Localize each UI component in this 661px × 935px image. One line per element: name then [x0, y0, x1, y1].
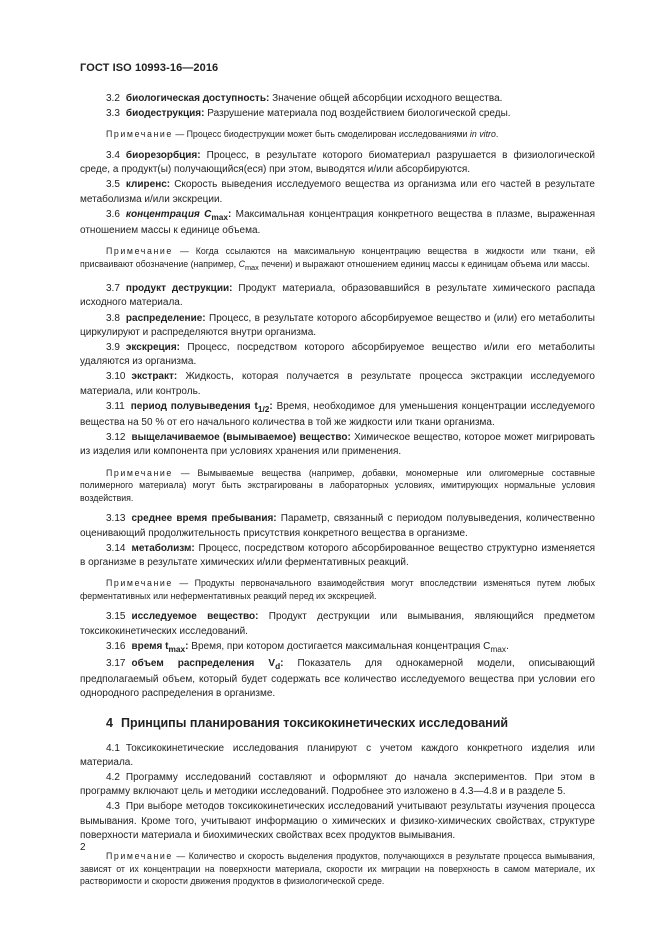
section-number: 4 — [106, 715, 113, 730]
section-heading — [80, 716, 595, 730]
note-italic: in vitro — [469, 129, 496, 140]
term: продукт деструкции: — [125, 283, 233, 295]
item-3-13 — [80, 512, 595, 540]
term-end: : — [280, 657, 284, 669]
note-text: — Когда ссылаются на максимальную концентрацию вещества в жидкости или ткани, ей присваивают обозначение (например, — [80, 246, 595, 269]
item-3-7 — [80, 282, 595, 310]
item-number: 3.14 — [106, 542, 126, 554]
item-number: 3.10 — [106, 371, 126, 383]
definition: Время, необходимое для уменьшения концентрации исследуемого вещества на 50 % от его начального количества в той же жидкости или ткани организма. — [80, 400, 595, 428]
item-number: 3.16 — [106, 640, 126, 652]
term-subscript: max — [168, 643, 186, 654]
item-3-10 — [80, 370, 595, 398]
item-3-6 — [80, 208, 595, 238]
term-end: : — [185, 640, 189, 652]
definition: Продукт материала, образовавшийся в результате химического распада исходного материала. — [80, 283, 596, 309]
paragraph-text: Программу исследований составляют и оформляют до начала экспериментов. При этом в программу включают цель и методики исследований. Подробнее это изложено в 4.3—4.8 и в разделе 5. — [80, 772, 595, 798]
item-number: 3.7 — [106, 283, 120, 295]
definition-subscript: max — [490, 643, 507, 654]
note-text: печени) и выражают отношением единиц массы к единицам объема или массы. — [258, 258, 590, 269]
item-3-11 — [80, 400, 595, 430]
item-number: 3.9 — [106, 341, 120, 353]
note-subscript: max — [244, 262, 259, 272]
item-4-1 — [80, 742, 595, 770]
item-number: 3.2 — [106, 93, 120, 104]
term: биодеструкция: — [125, 108, 205, 120]
term: биологическая доступность: — [125, 93, 270, 104]
definition: Процесс, посредством которого абсорбируемое вещество и/или его метаболиты удаляются из организма. — [80, 341, 595, 368]
definition: Химическое вещество, которое может мигрировать из изделия или компонента при условиях хранения или применения. — [80, 432, 595, 458]
page-number: 2 — [80, 842, 86, 853]
definition: Скорость выведения исследуемого вещества из организма или его частей в результате метаболизма и/или экскреции. — [80, 179, 595, 205]
item-number: 3.8 — [106, 312, 120, 324]
definition: Продукт деструкции или вымывания, являющийся предметом токсикокинетических исследований. — [80, 611, 595, 637]
note-end: . — [495, 129, 499, 140]
definition: Значение общей абсорбции исходного вещества. — [269, 93, 503, 104]
note-text: — Вымываемые вещества (например, добавки, мономерные или олигомерные составные полимерного материала) могут быть экстрагированы в лабораторных условиях, имитирующих нормальные условия воздействия. — [80, 467, 595, 503]
note-4-3 — [80, 850, 595, 888]
item-3-12 — [80, 431, 595, 459]
term: распределение: — [125, 312, 206, 324]
term-subscript: d — [275, 660, 281, 671]
item-number: 4.1 — [106, 742, 120, 754]
definition: Максимальная концентрация конкретного вещества в плазме, выраженная отношением массы к единице объема. — [80, 208, 595, 237]
term: биорезорбция: — [125, 150, 201, 161]
term: период полувыведения t — [130, 400, 258, 412]
item-3-8 — [80, 312, 595, 340]
term-subscript: max — [211, 211, 229, 222]
item-3-15 — [80, 610, 595, 638]
term: выщелачиваемое (вымываемое) вещество: — [131, 432, 351, 444]
definition: Процесс, в результате которого биоматериал разрушается в физиологической среде, а продукт(ы) получающийся(еся) при этом, выводятся и/или абсорбируются. — [80, 150, 595, 176]
term-end: : — [228, 208, 232, 220]
note-text: — Продукты первоначального взаимодействия могут впоследствии изменяться путем любых ферментативных или неферментативных реакций перед их экскрецией. — [80, 578, 595, 601]
note-text: — Количество и скорость выделения продуктов, получающихся в результате процесса вымывания, зависят от их концентрации на поверхности материала, скорости их миграции на поверхность в самом материале, их растворимости и скорости движения продуктов в физиологической среде. — [80, 851, 595, 887]
term: экстракт: — [131, 371, 178, 383]
item-number: 3.6 — [106, 208, 120, 220]
term: среднее время пребывания: — [131, 513, 277, 525]
definition: Процесс, в результате которого абсорбируемое вещество и (или) его метаболиты циркулируют и распределяются внутри организма. — [80, 312, 595, 338]
paragraph-text: Токсикокинетические исследования планируют с учетом каждого конкретного изделия или материала. — [80, 742, 595, 768]
item-number: 3.3 — [106, 108, 120, 120]
note-label: Примечание — [106, 246, 173, 257]
note-3-12 — [80, 467, 595, 505]
item-number: 4.2 — [106, 772, 120, 783]
term: объем распределения V — [131, 657, 276, 669]
item-number: 3.13 — [106, 513, 126, 525]
item-3-16 — [80, 640, 595, 656]
note-label: Примечание — [106, 129, 173, 140]
term: клиренс: — [125, 179, 171, 191]
item-4-3 — [80, 800, 595, 843]
definition: Жидкость, которая получается в результате процесса экстракции исследуемого материала, или контроль. — [80, 371, 595, 397]
note-symbol: C — [238, 258, 245, 269]
note-3-3 — [80, 128, 595, 141]
item-number: 3.17 — [106, 657, 126, 669]
term-subscript: 1/2 — [257, 403, 270, 414]
term: исследуемое вещество: — [131, 611, 259, 623]
note-label: Примечание — [106, 467, 173, 478]
note-text: — Процесс биодеструкции может быть смоделирован исследованиями — [172, 129, 470, 140]
term: метаболизм: — [131, 542, 195, 554]
term: концентрация C — [125, 208, 212, 220]
item-number: 3.4 — [106, 150, 120, 161]
item-3-5 — [80, 178, 595, 206]
item-3-9 — [80, 341, 595, 369]
item-3-3 — [80, 107, 595, 121]
note-3-14 — [80, 577, 595, 602]
item-3-4 — [80, 149, 595, 177]
note-label: Примечание — [106, 578, 173, 589]
note-3-6 — [80, 245, 595, 274]
definition: Разрушение материала под воздействием биологической среды. — [204, 108, 511, 120]
item-3-14 — [80, 542, 595, 570]
item-number: 3.11 — [106, 400, 125, 412]
definition-end: . — [506, 640, 509, 652]
item-3-2 — [80, 92, 595, 106]
document-header: ГОСТ ISO 10993-16—2016 — [80, 62, 219, 74]
item-number: 3.12 — [106, 432, 126, 444]
item-4-2 — [80, 771, 595, 799]
term: экскреция: — [125, 341, 180, 353]
section-title: Принципы планирования токсикокинетических исследований — [120, 715, 509, 730]
item-3-17 — [80, 657, 595, 702]
item-number: 3.15 — [106, 611, 126, 623]
note-label: Примечание — [106, 851, 173, 862]
item-number: 4.3 — [106, 801, 120, 813]
item-number: 3.5 — [106, 179, 120, 191]
definition: Процесс, посредством которого абсорбированное вещество структурно изменяется в организме в результате химических и/или ферментативных реакций. — [80, 542, 595, 568]
definition: Время, при котором достигается максимальная концентрация C — [188, 640, 491, 652]
definition: Параметр, связанный с периодом полувыведения, количественно оценивающий продолжительность присутствия конкретного вещества в организме. — [80, 513, 595, 539]
document-body — [80, 92, 595, 896]
term: время t — [131, 640, 169, 652]
definition: Показатель для однокамерной модели, описывающий предполагаемый объем, который будет содержать все количество исследуемого вещества при условии его однородного распределения в организме. — [80, 657, 595, 700]
term-end: : — [269, 400, 273, 412]
paragraph-text: При выборе методов токсикокинетических исследований учитывают результаты изучения процесса вымывания. Кроме того, учитывают информацию о химических и физико-химических свойствах, структуре поверхности материала и биохимических свойствах всех продуктов вымывания. — [80, 801, 595, 841]
